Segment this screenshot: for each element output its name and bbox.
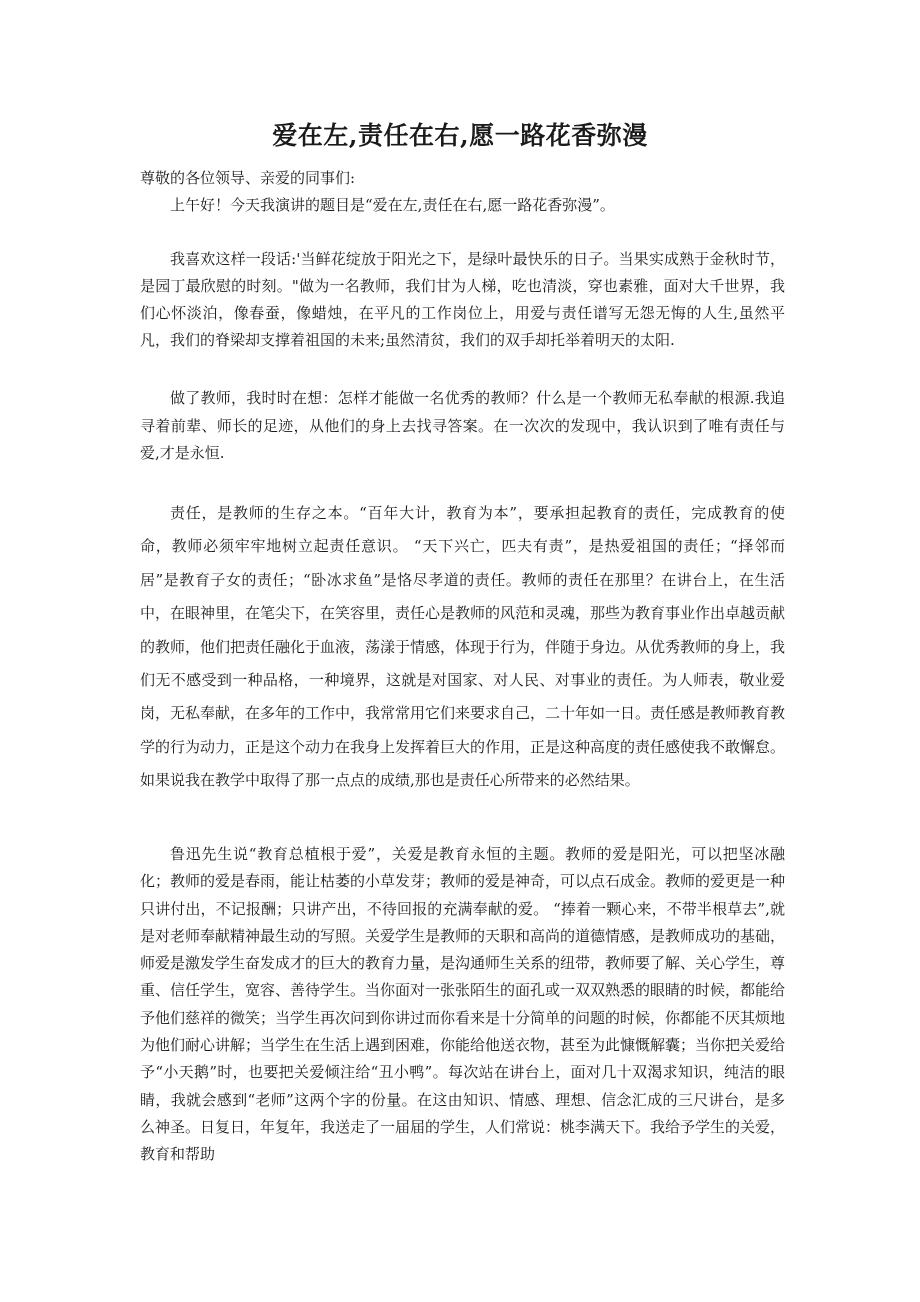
- paragraph-responsibility: 责任，是教师的生存之本。“百年大计，教育为本”，要承担起教育的责任，完成教育的使命，教师必须牢牢地树立起责任意识。 “天下兴亡，匹夫有责”，是热爱祖国的责任；“择邻而居”是教育子女的责任；“卧冰求鱼”是恪尽孝道的责任。教师的责任在那里？在讲台上，在生活中，在眼神里，在笔尖下，在笑容里，责任心是教师的风范和灵魂，那些为教育事业作出卓越贡献的教师，他们把责任融化于血液，荡漾于情感，体现于行为，伴随于身边。从优秀教师的身上，我们无不感受到一种品格，一种境界，这就是对国家、对人民、对事业的责任。为人师表，敬业爱岗，无私奉献，在多年的工作中，我常常用它们来要求自己，二十年如一日。责任感是教师教育教学的行为动力，正是这个动力在我身上发挥着巨大的作用，正是这种高度的责任感使我不敢懈怠。如果说我在教学中取得了那一点点的成绩,那也是责任心所带来的必然结果。: [140, 504, 786, 790]
- paragraph-love: 鲁迅先生说“教育总植根于爱”，关爱是教育永恒的主题。教师的爱是阳光，可以把坚冰融化；教师的爱是春雨，能让枯萎的小草发芽；教师的爱是神奇，可以点石成金。教师的爱更是一种只讲付出，不记报酬；只讲产出，不待回报的充满奉献的爱。 “捧着一颗心来，不带半根草去”,就是对老师奉献精神最生动的写照。关爱学生是教师的天职和高尚的道德情感，是教师成功的基础，师爱是激发学生奋发成才的巨大的教育力量，是沟通师生关系的纽带，教师要了解、关心学生，尊重、信任学生，宽容、善待学生。当你面对一张张陌生的面孔或一双双熟悉的眼睛的时候，都能给予他们慈祥的微笑；当学生再次问到你讲过而你看来是十分简单的问题的时候，你都能不厌其烦地为他们耐心讲解；当学生在生活上遇到困难，你能给他送衣物，甚至为此慷慨解囊；当你把关爱给予“小天鹅”时，也要把关爱倾注给“丑小鸭”。每次站在讲台上，面对几十双渴求知识，纯洁的眼睛，我就会感到“老师”这两个字的份量。在这由知识、情感、理想、信念汇成的三尺讲台，是多么神圣。日复日，年复年，我送走了一届届的学生，人们常说：桃李满天下。我给予学生的关爱，教育和帮助: [140, 845, 786, 1164]
- document-title: 爱在左,责任在右,愿一路花香弥漫: [272, 121, 648, 150]
- paragraph-greeting: 上午好！今天我演讲的题目是“爱在左,责任在右,愿一路花香弥漫”。: [170, 196, 615, 214]
- paragraph-quote: 我喜欢这样一段话:'当鲜花绽放于阳光之下，是绿叶最快乐的日子。当果实成熟于金秋时节，是园丁最欣慰的时刻。"做为一名教师，我们甘为人梯，吃也清淡，穿也素雅，面对大千世界，我们心怀淡泊，像春蚕，像蜡烛，在平凡的工作岗位上，用爱与责任谱写无怨无悔的人生,虽然平凡，我们的脊梁却支撑着祖国的未来;虽然清贫，我们的双手却托举着明天的太阳.: [140, 250, 785, 349]
- paragraph-reflection: 做了教师，我时时在想：怎样才能做一名优秀的教师？什么是一个教师无私奉献的根源.我追寻着前辈、师长的足迹，从他们的身上去找寻答案。在一次次的发现中，我认识到了唯有责任与爱,才是永恒.: [140, 389, 785, 462]
- salutation: 尊敬的各位领导、亲爱的同事们:: [140, 169, 356, 187]
